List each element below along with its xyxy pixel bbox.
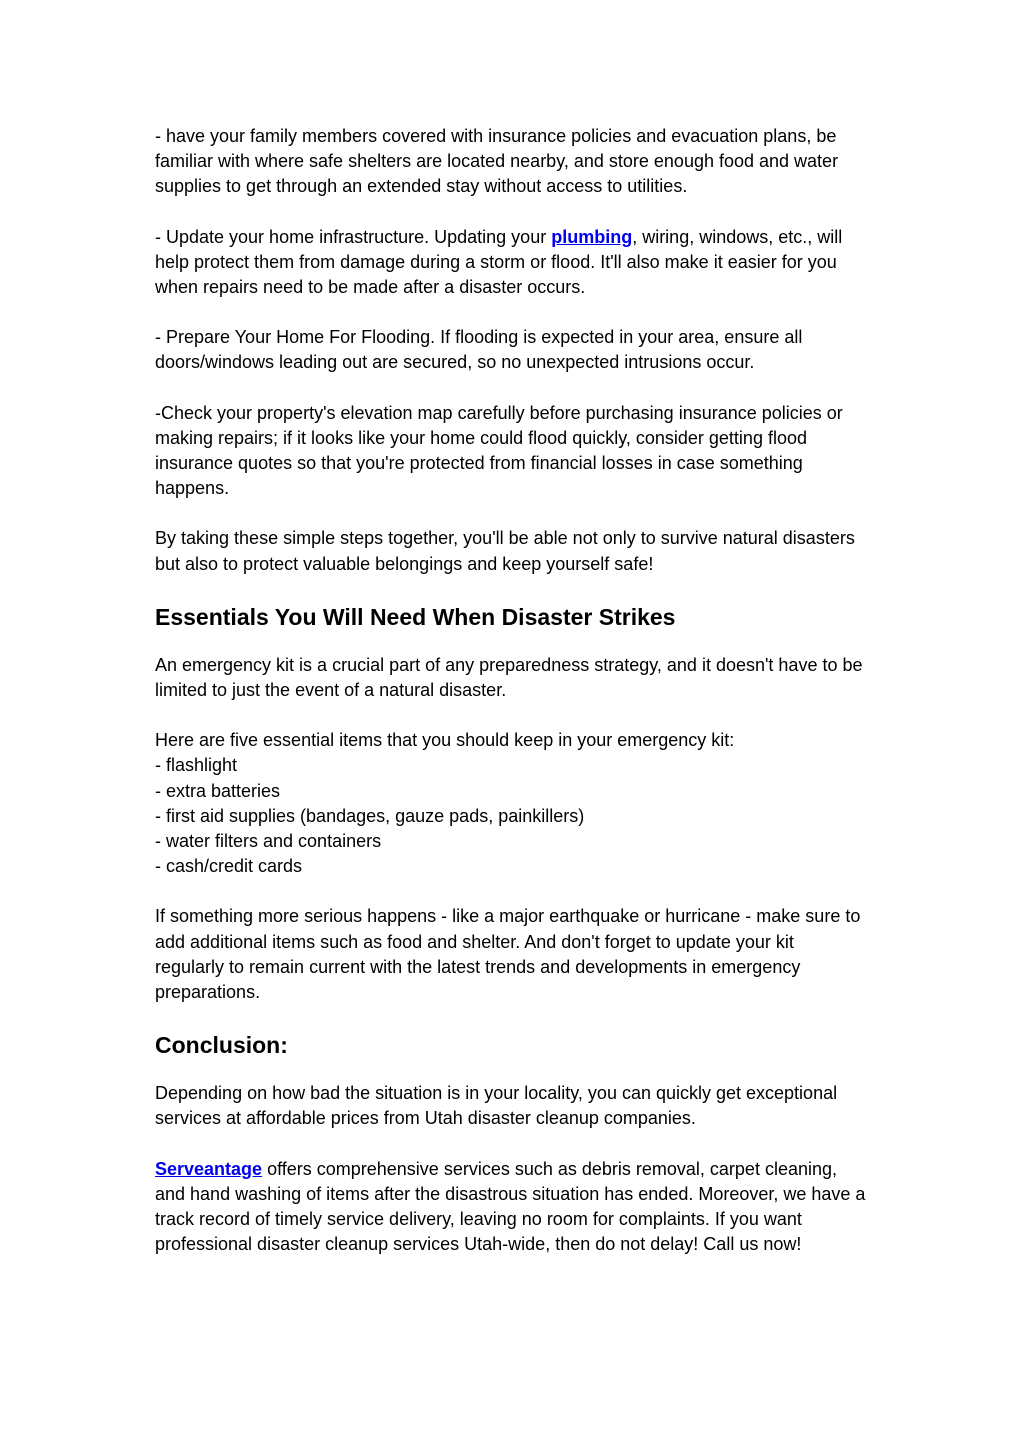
paragraph-text: offers comprehensive services such as debris removal, carpet cleaning, and hand washing of items after the disastrous situation has ended. Moreover, we have a track record of timely service delivery, leaving no room for complaints. If you want professional disaster cleanup services Utah-wide, then do not delay! Call us now! <box>155 1158 866 1255</box>
list-item: - water filters and containers <box>155 831 382 852</box>
serveantage-link[interactable]: Serveantage <box>155 1158 263 1179</box>
essentials-list <box>155 728 867 879</box>
paragraph-elevation-map: -Check your property's elevation map carefully before purchasing insurance policies or making repairs; if it looks like your home could flood quickly, consider getting flood insurance quotes so that you're protected from financial losses in case something happens. <box>155 402 843 499</box>
paragraph-conclusion-intro: Depending on how bad the situation is in your locality, you can quickly get exceptional services at affordable prices from Utah disaster cleanup companies. <box>155 1083 838 1129</box>
paragraph-text: , wiring, windows, etc., will help protect them from damage during a storm or flood. It'll also make it easier for you when repairs need to be made after a disaster occurs. <box>155 226 843 298</box>
plumbing-link[interactable]: plumbing <box>551 226 633 247</box>
list-item: - first aid supplies (bandages, gauze pads, painkillers) <box>155 805 585 826</box>
document-body <box>155 124 867 1283</box>
paragraph-simple-steps: By taking these simple steps together, you'll be able not only to survive natural disasters but also to protect valuable belongings and keep yourself safe! <box>155 528 855 574</box>
paragraph-family-coverage: - have your family members covered with insurance policies and evacuation plans, be familiar with where safe shelters are located nearby, and store enough food and water supplies to get through an extended stay without access to utilities. <box>155 126 839 197</box>
paragraph-emergency-kit-intro: An emergency kit is a crucial part of any preparedness strategy, and it doesn't have to be limited to just the event of a natural disaster. <box>155 654 863 701</box>
list-item: - cash/credit cards <box>155 856 303 877</box>
list-item: - flashlight <box>155 755 238 776</box>
essentials-heading: Essentials You Will Need When Disaster Strikes <box>155 603 676 630</box>
paragraph-update-infrastructure <box>155 225 867 301</box>
list-intro: Here are five essential items that you should keep in your emergency kit: <box>155 730 735 751</box>
list-item: - extra batteries <box>155 780 281 801</box>
paragraph-serious-events: If something more serious happens - like a major earthquake or hurricane - make sure to add additional items such as food and shelter. And don't forget to update your kit regularly to remain current with the latest trends and developments in emergency preparations. <box>155 906 861 1003</box>
paragraph-prepare-flooding: - Prepare Your Home For Flooding. If flooding is expected in your area, ensure all doors/windows leading out are secured, so no unexpected intrusions occur. <box>155 327 803 373</box>
paragraph-text: - Update your home infrastructure. Updating your <box>155 226 552 247</box>
paragraph-serveantage <box>155 1157 867 1258</box>
conclusion-heading: Conclusion: <box>155 1032 288 1059</box>
